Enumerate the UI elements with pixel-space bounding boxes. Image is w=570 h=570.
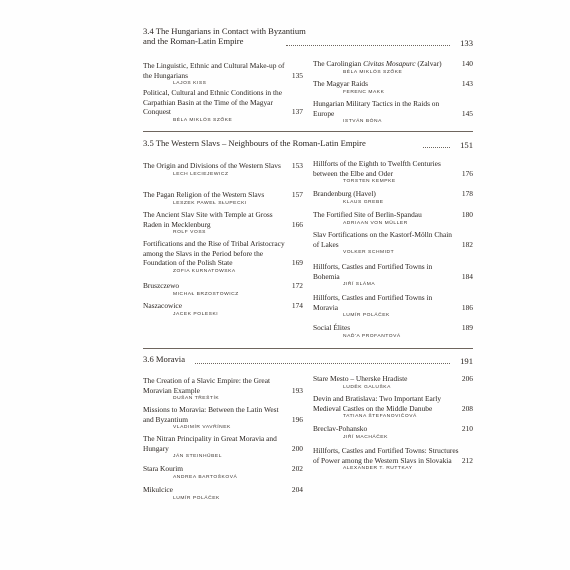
entry-page: 178 bbox=[461, 189, 473, 198]
toc-entry[interactable] bbox=[313, 374, 473, 391]
entry-page: 180 bbox=[461, 210, 473, 219]
section-title-line1: 3.4 The Hungarians in Contact with Byzantium bbox=[143, 26, 306, 36]
entry-author: LUMÍR POLÁČEK bbox=[173, 495, 220, 501]
toc-entry[interactable] bbox=[313, 394, 473, 420]
entry-page: 186 bbox=[461, 302, 473, 312]
section-title: 3.6 Moravia bbox=[143, 354, 186, 364]
entry-page: 200 bbox=[291, 443, 303, 453]
entry-author: TATIANA ŠTEFANOVIČOVÁ bbox=[343, 414, 417, 420]
entry-author: LESZEK PAWEŁ SŁUPECKI bbox=[173, 200, 247, 206]
entry-page: 202 bbox=[291, 464, 303, 473]
section-3-5 bbox=[143, 138, 473, 150]
toc-entry[interactable] bbox=[313, 446, 473, 472]
entry-title: Stare Mesto – Uherske Hradiste bbox=[313, 374, 408, 383]
entry-title: Hillforts of the Eighth to Twelfth Centuries between the Elbe and Oder bbox=[313, 159, 441, 178]
entry-title: Hillforts, Castles and Fortified Towns in Bohemia bbox=[313, 262, 433, 281]
entry-page: 182 bbox=[461, 239, 473, 249]
entry-title: The Linguistic, Ethnic and Cultural Make-up of the Hungarians bbox=[143, 61, 285, 80]
entry-author: JACEK POLESKI bbox=[173, 311, 219, 317]
entry-page: 176 bbox=[461, 168, 473, 178]
leader-dots bbox=[423, 147, 450, 148]
toc-entry[interactable] bbox=[143, 301, 303, 318]
entry-title-italic: Civitas Mosapurc bbox=[363, 59, 416, 68]
entry-title: The Nitran Principality in Great Moravia and Hungary bbox=[143, 434, 277, 453]
leader-dots bbox=[286, 45, 450, 46]
toc-entry[interactable] bbox=[143, 281, 303, 298]
entry-page: 206 bbox=[461, 374, 473, 383]
toc-entry[interactable] bbox=[143, 61, 303, 87]
entry-page: 196 bbox=[291, 414, 303, 424]
entry-title: Mikulcice bbox=[143, 485, 173, 494]
entry-author: LUDĚK GALUŠKA bbox=[343, 384, 391, 390]
toc-entry[interactable] bbox=[143, 190, 303, 207]
entry-author: DUŠAN TŘEŠTÍK bbox=[173, 396, 220, 402]
entry-title-post: (Zalvar) bbox=[415, 59, 442, 68]
entry-author: JIŘÍ MACHÁČEK bbox=[343, 434, 388, 440]
entry-title-pre: The Carolingian bbox=[313, 59, 364, 68]
entry-page: 143 bbox=[461, 79, 473, 88]
section-divider bbox=[143, 131, 473, 132]
entry-page: 135 bbox=[291, 70, 303, 80]
entry-title: Political, Cultural and Ethnic Conditions in the Carpathian Basin at the Time of the Magyar Conquest bbox=[143, 88, 282, 117]
entry-author: NAĎ'A PROFANTOVÁ bbox=[343, 333, 401, 339]
entry-page: 169 bbox=[291, 258, 303, 268]
entry-title: The Magyar Raids bbox=[313, 79, 369, 88]
entry-author: ROLF VOSS bbox=[173, 230, 206, 236]
entry-author: KLAUS GREBE bbox=[343, 199, 384, 205]
entry-author: ALEXANDER T. RUTTKAY bbox=[343, 466, 413, 472]
entry-author: ISTVÁN BÓNA bbox=[343, 119, 382, 125]
leader-dots bbox=[195, 363, 450, 364]
toc-entry[interactable] bbox=[313, 99, 473, 125]
section-page-number: 133 bbox=[460, 38, 473, 48]
entry-author: ANDREA BARTOŠKOVÁ bbox=[173, 474, 238, 480]
entry-author: ZOFIA KURNATOWSKA bbox=[173, 268, 236, 274]
entry-title: Naszacowice bbox=[143, 301, 182, 310]
entry-page: 193 bbox=[291, 385, 303, 395]
section-heading bbox=[143, 354, 473, 366]
entry-title: Brandenburg (Havel) bbox=[313, 189, 376, 198]
section-title-line2: and the Roman-Latin Empire bbox=[143, 36, 244, 46]
entry-page: 166 bbox=[291, 219, 303, 229]
entry-page: 145 bbox=[461, 108, 473, 118]
section-3-6 bbox=[143, 354, 473, 366]
entry-page: 140 bbox=[461, 59, 473, 68]
entry-page: 137 bbox=[291, 107, 303, 117]
toc-entry[interactable] bbox=[143, 485, 303, 502]
entry-title: Hungarian Military Tactics in the Raids on Europe bbox=[313, 99, 440, 118]
entry-title: Bruszczewo bbox=[143, 281, 180, 290]
toc-entry[interactable] bbox=[313, 59, 473, 76]
toc-entry[interactable] bbox=[313, 79, 473, 96]
entry-page: 189 bbox=[461, 323, 473, 332]
toc-entry[interactable] bbox=[143, 88, 303, 124]
toc-entry[interactable] bbox=[313, 262, 473, 288]
toc-entry[interactable] bbox=[313, 230, 473, 256]
section-heading bbox=[143, 138, 473, 150]
entry-title: Hillforts, Castles and Fortified Towns in Moravia bbox=[313, 293, 433, 312]
entry-title: Fortifications and the Rise of Tribal Aristocracy among the Slavs in the Period before the Foundation of the Polish State bbox=[143, 239, 285, 268]
toc-entry[interactable] bbox=[143, 434, 303, 460]
toc-entry[interactable] bbox=[313, 189, 473, 206]
entry-page: 204 bbox=[291, 485, 303, 494]
entry-page: 208 bbox=[461, 403, 473, 413]
entry-author: VOLKER SCHMIDT bbox=[343, 250, 395, 256]
toc-entry[interactable] bbox=[143, 210, 303, 236]
toc-entry[interactable] bbox=[143, 376, 303, 402]
toc-entry[interactable] bbox=[313, 323, 473, 340]
entry-author: FERENC MAKK bbox=[343, 89, 385, 95]
entry-author: LUMÍR POLÁČEK bbox=[343, 313, 390, 319]
toc-entry[interactable] bbox=[143, 464, 303, 481]
entry-title: Stara Kourim bbox=[143, 464, 184, 473]
entry-page: 210 bbox=[461, 424, 473, 433]
entry-page: 174 bbox=[291, 301, 303, 310]
section-3-4 bbox=[143, 26, 473, 48]
entry-title: Social Élites bbox=[313, 323, 351, 332]
toc-entry[interactable] bbox=[313, 293, 473, 319]
toc-entry[interactable] bbox=[313, 424, 473, 441]
entry-page: 153 bbox=[291, 161, 303, 170]
entry-author: VLADIMÍR VAVŘÍNEK bbox=[173, 425, 231, 431]
entry-title: Breclav-Pohansko bbox=[313, 424, 368, 433]
entry-title: Slav Fortifications on the Kastorf-Mölln Chain of Lakes bbox=[313, 230, 452, 249]
section-title: 3.5 The Western Slavs – Neighbours of the Roman-Latin Empire bbox=[143, 138, 366, 148]
entry-author: BÉLA MIKLÓS SZŐKE bbox=[173, 117, 233, 123]
entry-title: Missions to Moravia: Between the Latin West and Byzantium bbox=[143, 405, 279, 424]
toc-entry[interactable] bbox=[143, 239, 303, 275]
entry-author: JÁN STEINHÜBEL bbox=[173, 454, 223, 460]
entry-author: TORSTEN KEMPKE bbox=[343, 179, 396, 185]
entry-author: LECH LECIEJEWICZ bbox=[173, 171, 229, 177]
entry-title: The Ancient Slav Site with Temple at Gross Raden in Mecklenburg bbox=[143, 210, 273, 229]
entry-page: 157 bbox=[291, 190, 303, 199]
entry-title: Devin and Bratislava: Two Important Early Medieval Castles on the Middle Danube bbox=[313, 394, 442, 413]
entry-author: LAJOS KISS bbox=[173, 81, 207, 87]
entry-title: The Fortified Site of Berlin-Spandau bbox=[313, 210, 422, 219]
entry-page: 184 bbox=[461, 271, 473, 281]
entry-title: The Creation of a Slavic Empire: the Great Moravian Example bbox=[143, 376, 271, 395]
section-page-number: 191 bbox=[460, 356, 473, 366]
entry-title: The Origin and Divisions of the Western Slavs bbox=[143, 161, 281, 170]
entry-title: Hillforts, Castles and Fortified Towns: Structures of Power among the Western Slavs in Slovakia bbox=[313, 446, 459, 465]
entry-page: 172 bbox=[291, 281, 303, 290]
toc-entry[interactable] bbox=[313, 159, 473, 185]
section-heading bbox=[143, 26, 473, 48]
toc-entry[interactable] bbox=[143, 161, 303, 178]
entry-author: BÉLA MIKLÓS SZŐKE bbox=[343, 69, 403, 75]
entry-author: MICHAŁ BRZOSTOWICZ bbox=[173, 291, 239, 297]
entry-author: ADRIAAN VON MÜLLER bbox=[343, 220, 408, 226]
toc-entry[interactable] bbox=[143, 405, 303, 431]
section-divider bbox=[143, 348, 473, 349]
entry-title: The Pagan Religion of the Western Slavs bbox=[143, 190, 265, 199]
entry-page: 212 bbox=[461, 455, 473, 465]
section-page-number: 151 bbox=[460, 140, 473, 150]
entry-author: JIŘÍ SLÁMA bbox=[343, 282, 376, 288]
toc-entry[interactable] bbox=[313, 210, 473, 227]
